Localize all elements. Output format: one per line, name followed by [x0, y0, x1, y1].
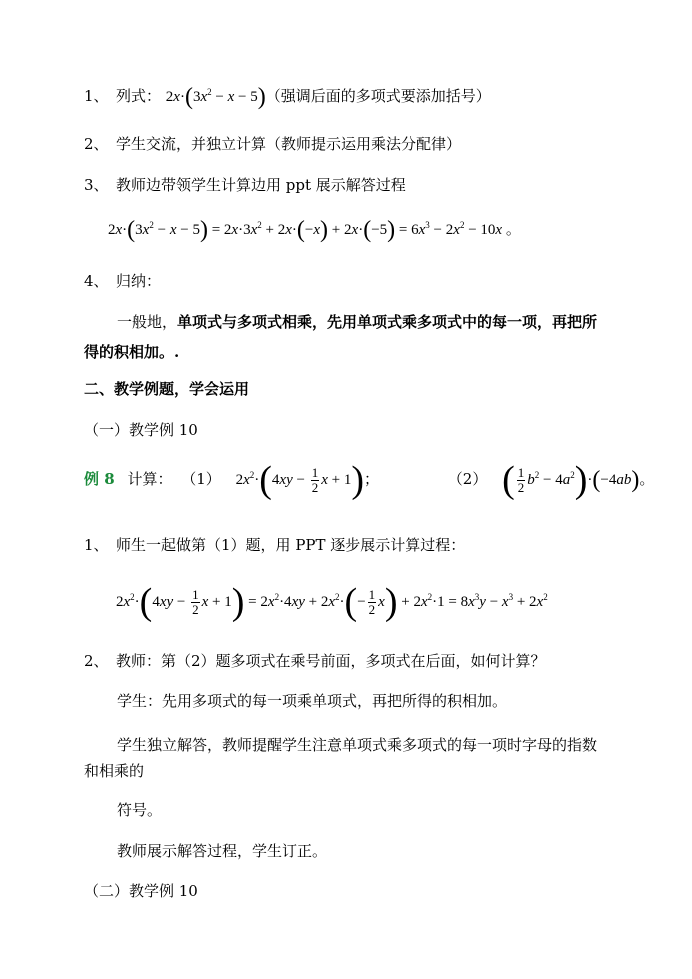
independent-line-2: 和相乘的: [84, 762, 145, 780]
step-1-note: （强调后面的多项式要添加括号）: [265, 87, 491, 105]
example-part-1-expression: $2x^2\cdot(4xy$ − $\frac{1}{2}$ x + 1): [235, 458, 364, 501]
example-prompt: 计算：: [127, 469, 173, 488]
teacher-show-line: 教师展示解答过程，学生订正。: [117, 842, 328, 860]
procedure-2-text: 教师：第（2）题多项式在乘号前面，多项式在后面，如何计算？: [116, 652, 546, 670]
step-3-end: 。: [505, 222, 521, 238]
example-part-2-end: 。: [639, 469, 655, 488]
procedure-1-text: 师生一起做第（1）题，用 PPT 逐步展示计算过程：: [116, 536, 466, 554]
procedure-2-number: 2、: [84, 652, 109, 670]
example-line: [84, 458, 655, 501]
procedure-1-line: [84, 534, 465, 556]
step-4-line: [84, 270, 161, 292]
step-2-line: [84, 133, 461, 155]
subsection-1-title: （一）教学例 10: [84, 421, 198, 439]
step-3-equation: $2x\cdot(3x^2 - x - 5) = 2x\cdot 3x^2 + 2x\cdot(-x) + 2x\cdot(-5) = 6x^3 - 2x^2 - 10x$ 。: [108, 217, 521, 243]
step-2-text: 学生交流，并独立计算（教师提示运用乘法分配律）: [116, 135, 462, 153]
procedure-2-line: [84, 650, 546, 672]
step-3-number: 3、: [84, 176, 109, 194]
step-1-label: 列式：: [116, 87, 162, 105]
example-part-2-expression: ( $\frac{1}{2}$ $b^2 - 4a^2)\cdot(-4ab)$: [502, 458, 640, 501]
independent-line-1: 学生独立解答，教师提醒学生注意单项式乘多项式的每一项时字母的指数: [117, 736, 598, 754]
step-1-expression: $2x\cdot(3x^2 - x - 5)$: [165, 84, 266, 110]
step-1-number: 1、: [84, 87, 109, 105]
section-2-title: 二、教学例题，学会运用: [84, 380, 250, 398]
procedure-1-number: 1、: [84, 536, 109, 554]
example-part-1-label: （1）: [181, 469, 221, 488]
step-1-line: [84, 85, 491, 108]
example-part-2-label: （2）: [447, 469, 488, 488]
summary-bold-1: 单项式与多项式相乘，先用单项式乘多项式中的每一项，再把所: [177, 313, 598, 331]
summary-lead: 一般地，: [117, 313, 178, 331]
step-2-number: 2、: [84, 135, 109, 153]
subsection-2-title: （二）教学例 10: [84, 882, 198, 900]
summary-line-1: [117, 311, 597, 333]
summary-bold-2: 得的积相加。.: [84, 343, 180, 361]
step-3-line: [84, 174, 406, 196]
procedure-1-equation: $2x^2\cdot(4xy$ − $\frac{1}{2}$ $x + 1) = 2x^2\cdot 4xy + 2x^2\cdot(-$ $\frac{1}{2}$ $x) + 2x^2\cdot 1 = 8x^3y - x^3 + 2x^2$: [116, 580, 548, 623]
independent-line-3: 符号。: [117, 801, 163, 819]
step-3-text: 教师边带领学生计算边用 ppt 展示解答过程: [116, 176, 406, 194]
student-answer: 学生：先用多项式的每一项乘单项式，再把所得的积相加。: [117, 692, 508, 710]
example-part-1-end: ；: [364, 469, 380, 488]
step-4-text: 归纳：: [116, 272, 162, 290]
example-label: 例 8: [84, 469, 115, 488]
step-4-number: 4、: [84, 272, 109, 290]
